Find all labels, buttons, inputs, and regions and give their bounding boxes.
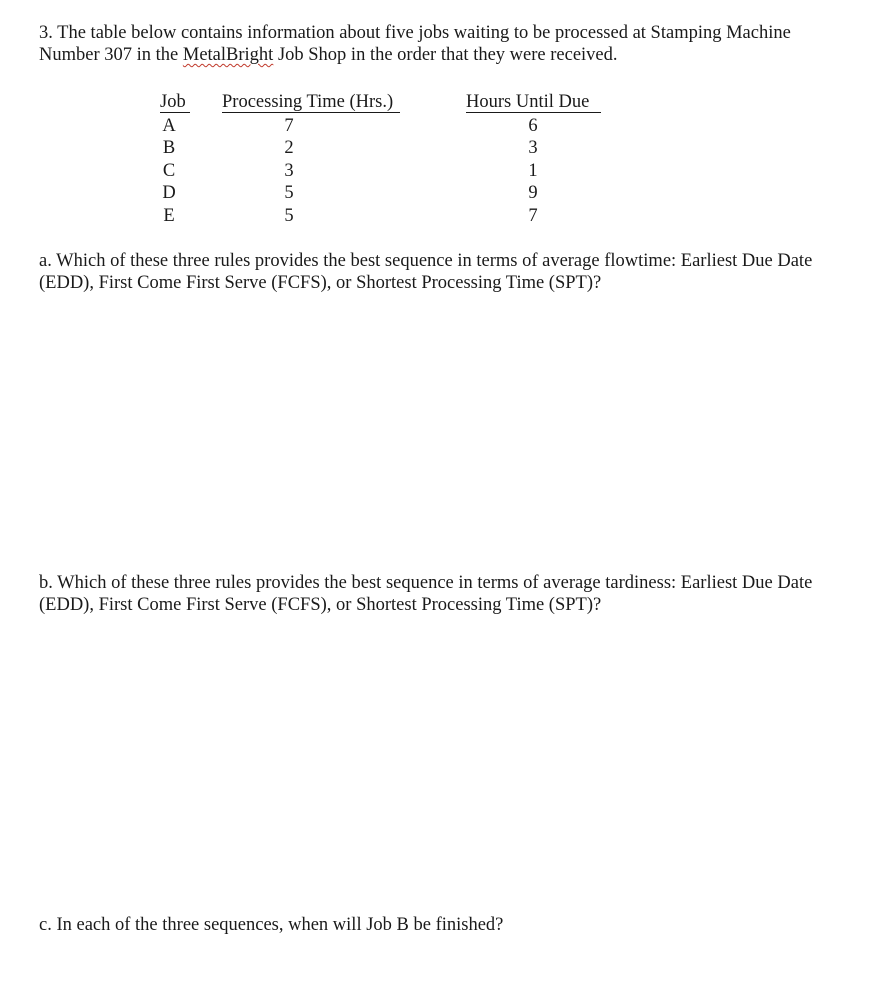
cell-processing-time: 5	[284, 183, 294, 203]
cell-job: A	[162, 116, 176, 136]
cell-job: D	[162, 183, 176, 203]
header-underline-job	[160, 112, 190, 113]
intro-text-end: Job Shop in the order that they were received.	[273, 45, 618, 65]
cell-processing-time: 2	[284, 138, 294, 158]
cell-hours-until-due: 7	[528, 206, 538, 226]
cell-hours-until-due: 6	[528, 116, 538, 136]
question-part-c: c. In each of the three sequences, when will Job B be finished?	[39, 915, 504, 935]
question-part-b: b. Which of these three rules provides the best sequence in terms of average tardiness: Earliest Due Date (EDD), First Come First Serve (FCFS), or Shortest Processing Time (SPT)?	[39, 573, 813, 615]
header-hours-until-due: Hours Until Due	[466, 92, 590, 112]
header-processing-time: Processing Time (Hrs.)	[222, 92, 394, 112]
cell-processing-time: 7	[284, 116, 294, 136]
cell-job: E	[163, 206, 175, 226]
question-intro	[39, 22, 839, 66]
header-underline-processing-time	[222, 112, 400, 113]
cell-job: B	[162, 138, 176, 158]
cell-hours-until-due: 9	[528, 183, 538, 203]
table-row	[150, 160, 610, 182]
table-row	[150, 137, 610, 159]
question-part-a: a. Which of these three rules provides the best sequence in terms of average flowtime: Earliest Due Date (EDD), First Come First Serve (FCFS), or Shortest Processing Time (SPT)?	[39, 251, 813, 293]
cell-processing-time: 3	[284, 161, 294, 181]
cell-hours-until-due: 1	[528, 161, 538, 181]
cell-processing-time: 5	[284, 206, 294, 226]
cell-hours-until-due: 3	[528, 138, 538, 158]
intro-text-start: 3. The table below contains information about five jobs waiting to be processed at Stamping Machine Number 307 in the	[39, 23, 791, 65]
table-row	[150, 182, 610, 204]
table-row	[150, 115, 610, 137]
cell-job: C	[162, 161, 176, 181]
table-row	[150, 205, 610, 227]
spellcheck-flagged-word[interactable]: MetalBright	[182, 45, 274, 65]
header-underline-hours-until-due	[466, 112, 601, 113]
header-job: Job	[160, 92, 186, 112]
